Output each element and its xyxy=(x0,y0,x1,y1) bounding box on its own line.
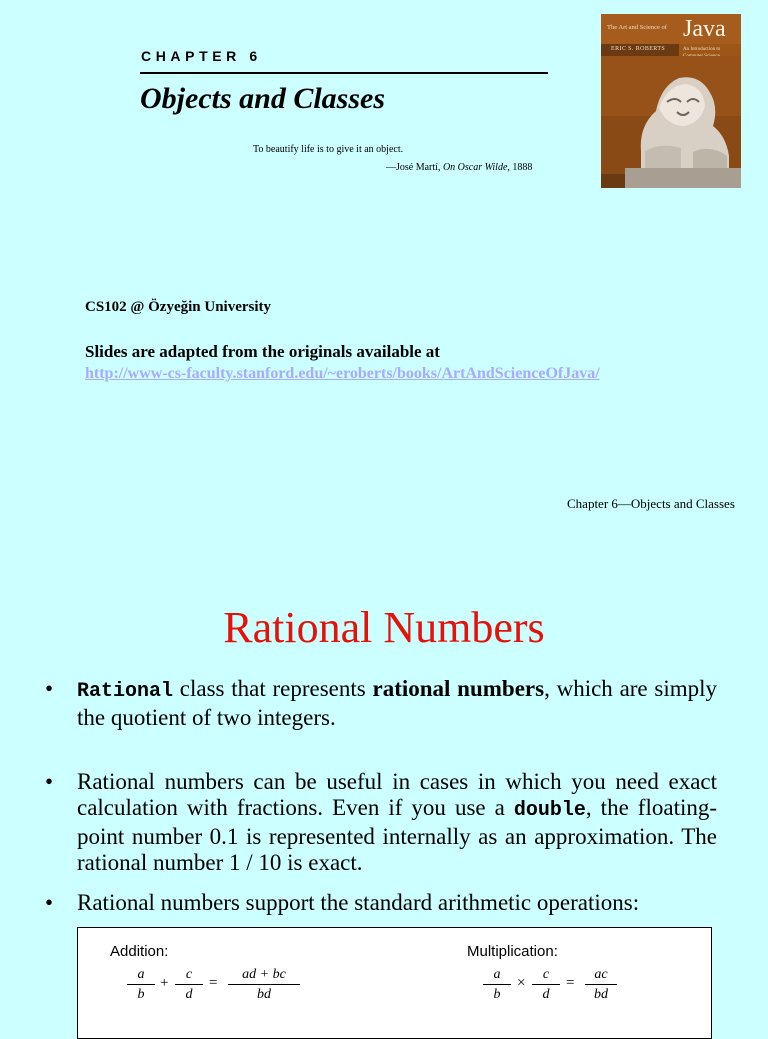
bullet-text: class that represents xyxy=(173,676,373,701)
adapted-from-text: Slides are adapted from the originals available at xyxy=(85,342,440,361)
chapter-title: Objects and Classes xyxy=(140,82,386,115)
times-sign: × xyxy=(517,975,526,991)
bullet-text: Rational numbers support the standard arithmetic operations: xyxy=(77,890,640,915)
fraction-a-b xyxy=(127,966,155,1003)
course-label: CS102 @ Özyeğin University xyxy=(85,299,272,315)
addition-label: Addition: xyxy=(110,943,169,960)
numerator: ac xyxy=(594,967,608,982)
numerator: c xyxy=(542,967,550,982)
plus-sign: + xyxy=(160,975,169,991)
equals-sign: = xyxy=(566,975,575,991)
bullet-marker: • xyxy=(45,890,54,915)
fraction-bar xyxy=(175,984,203,985)
fraction-bar xyxy=(532,984,560,985)
code-rational: Rational xyxy=(77,680,174,703)
bullet-emphasis: rational numbers xyxy=(372,676,545,701)
operations-box xyxy=(77,927,712,1039)
cover-title: Java xyxy=(683,16,726,42)
denominator: d xyxy=(542,987,550,1002)
lion-statue-illustration xyxy=(601,56,741,188)
bullet-marker: • xyxy=(45,676,54,701)
bullet-text: , which are simply the quotient of two integers. xyxy=(77,676,718,730)
book-cover-image xyxy=(601,14,741,188)
fraction-c-d xyxy=(175,966,203,1003)
numerator: ad + bc xyxy=(242,967,286,982)
bullet-text: Rational numbers can be useful in cases in which you need exact calculation with fractions. Even if you use a xyxy=(77,769,717,820)
bullet-text: , the floating-point number 0.1 is represented internally as an approximation. The rational number 1 / 10 is exact. xyxy=(77,795,718,875)
cover-author: ERIC S. ROBERTS xyxy=(611,46,666,52)
fraction-bar xyxy=(585,984,617,985)
bullet-marker: • xyxy=(45,769,54,794)
fraction-bar xyxy=(483,984,511,985)
denominator: d xyxy=(185,987,193,1002)
fraction-a-b xyxy=(483,966,511,1003)
slide-title: Rational Numbers xyxy=(223,603,545,652)
fraction-result xyxy=(585,966,617,1003)
epigraph-year: 1888 xyxy=(509,162,533,173)
title-divider xyxy=(140,72,548,74)
bullet-item xyxy=(45,890,717,916)
denominator: b xyxy=(493,987,501,1002)
numerator: c xyxy=(185,967,193,982)
epigraph-work: On Oscar Wilde, xyxy=(442,162,510,173)
cover-subtitle: An Introduction to xyxy=(683,47,721,52)
denominator: bd xyxy=(594,987,608,1002)
bullet-item xyxy=(45,769,718,876)
numerator: a xyxy=(493,967,501,982)
source-link[interactable]: http://www-cs-faculty.stanford.edu/~eroberts/books/ArtAndScienceOfJava/ xyxy=(85,365,600,382)
epigraph-author: —José Martí, xyxy=(386,162,443,173)
denominator: bd xyxy=(257,987,271,1002)
multiplication-label: Multiplication: xyxy=(467,943,558,960)
slide-footer: Chapter 6—Objects and Classes xyxy=(567,496,735,511)
fraction-bar xyxy=(127,984,155,985)
chapter-label: CHAPTER 6 xyxy=(141,48,262,64)
bullet-item xyxy=(45,676,718,731)
cover-series: The Art and Science of xyxy=(607,24,667,31)
code-double: double xyxy=(513,799,586,822)
numerator: a xyxy=(137,967,145,982)
fraction-bar xyxy=(228,984,300,985)
epigraph-quote: To beautify life is to give it an object. xyxy=(253,144,404,155)
fraction-result xyxy=(228,966,300,1003)
fraction-c-d xyxy=(532,966,560,1003)
denominator: b xyxy=(137,987,145,1002)
equals-sign: = xyxy=(209,975,218,991)
epigraph-attribution xyxy=(386,162,532,173)
